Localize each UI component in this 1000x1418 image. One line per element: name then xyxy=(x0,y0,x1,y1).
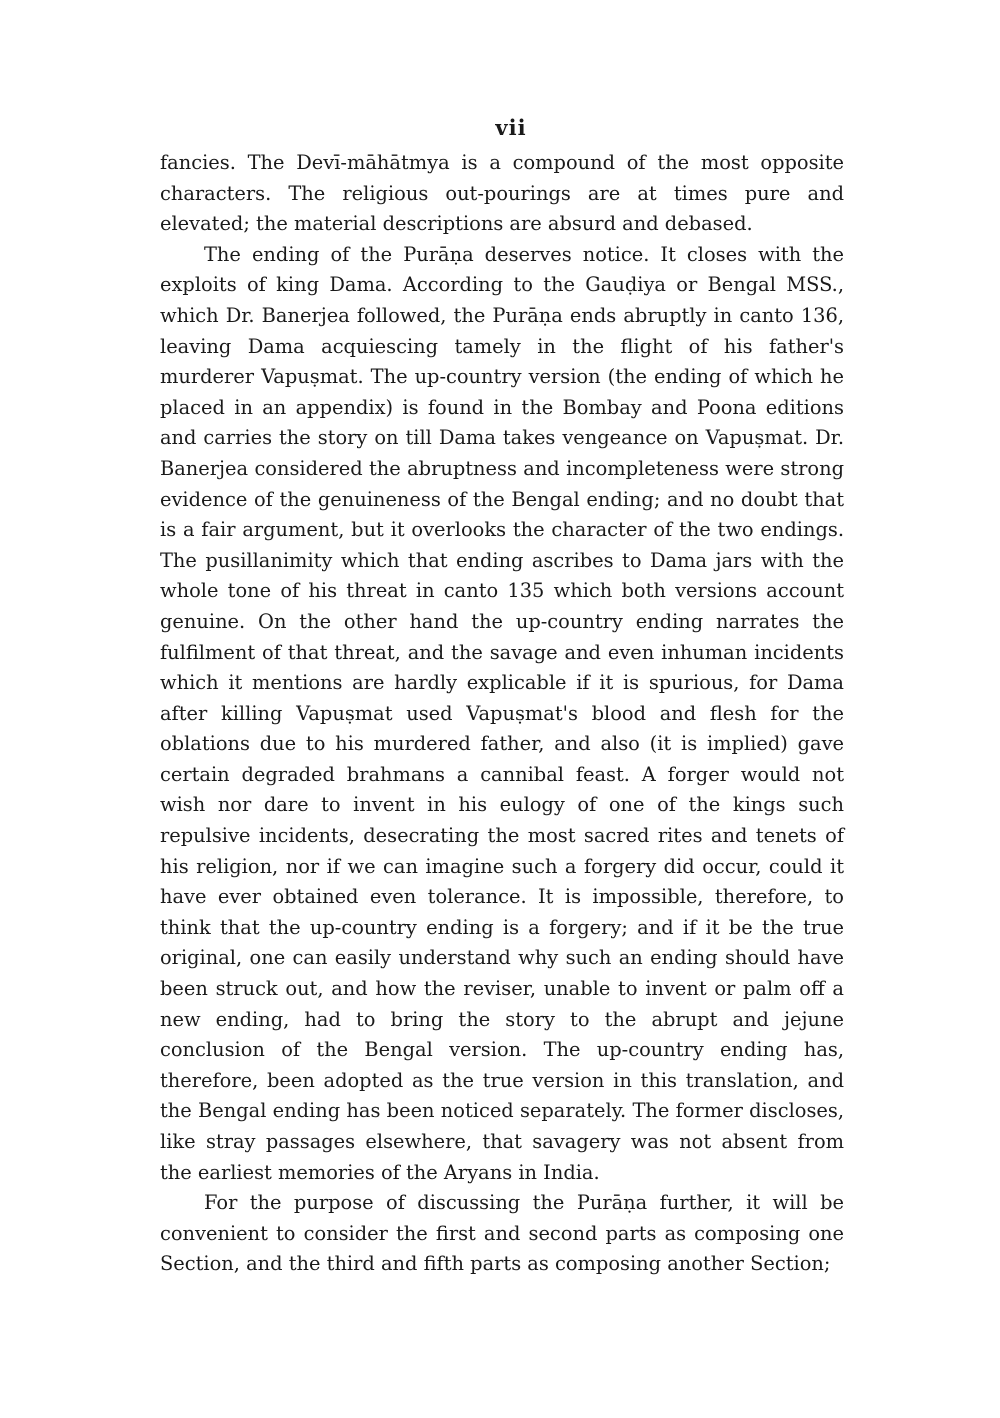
document-page xyxy=(160,108,844,1280)
paragraph-continuation: fancies. The Devī-māhātmya is a compound of the most opposite characters. The religious out-pourings are at times pure and elevated; the material descriptions are absurd and debased. xyxy=(160,151,844,236)
page-number: vii xyxy=(495,115,527,140)
paragraph-sections: For the purpose of discussing the Purāṇa further, it will be convenient to consider the first and second parts as composing one Section, and the third and fifth parts as composing another Section; xyxy=(160,1191,844,1276)
paragraph-ending-of-purana: The ending of the Purāṇa deserves notice. It closes with the exploits of king Dama. According to the Gauḍiya or Bengal MSS., which Dr. Banerjea followed, the Purāṇa ends abruptly in canto 136, leaving Dama acquiescing tamely in the flight of his father's murderer Vapuṣmat. The up-country version (the ending of which he placed in an appendix) is found in the Bombay and Poona editions and carries the story on till Dama takes vengeance on Vapuṣmat. Dr. Banerjea considered the abruptness and incompleteness were strong evidence of the genuineness of the Bengal ending; and no doubt that is a fair argument, but it overlooks the character of the two endings. The pusillanimity which that ending ascribes to Dama jars with the whole tone of his threat in canto 135 which both versions account genuine. On the other hand the up-country ending narrates the fulfilment of that threat, and the savage and even inhuman incidents which it mentions are hardly explicable if it is spurious, for Dama after killing Vapuṣmat used Vapuṣmat's blood and flesh for the oblations due to his murdered father, and also (it is implied) gave certain degraded brahmans a cannibal feast. A forger would not wish nor dare to invent in his eulogy of one of the kings such repulsive incidents, desecrating the most sacred rites and tenets of his religion, nor if we can imagine such a forgery did occur, could it have ever obtained even tolerance. It is impossible, therefore, to think that the up-country ending is a forgery; and if it be the true original, one can easily understand why such an ending should have been struck out, and how the reviser, unable to invent or palm off a new ending, had to bring the story to the abrupt and jejune conclusion of the Bengal version. The up-country ending has, therefore, been adopted as the true version in this translation, and the Bengal ending has been noticed separately. The former discloses, like stray passages elsewhere, that savagery was not absent from the earliest memories of the Aryans in India. xyxy=(160,242,844,1184)
